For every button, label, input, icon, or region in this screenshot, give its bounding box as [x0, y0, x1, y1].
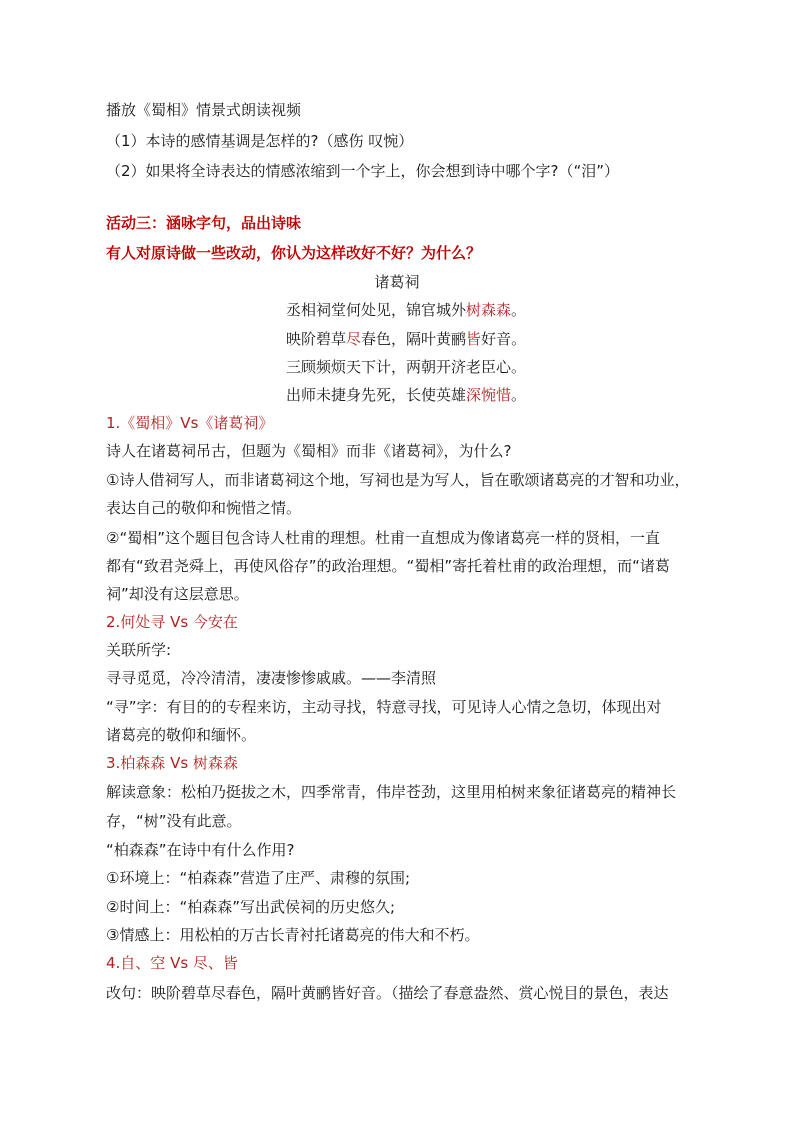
section-2-label: 关联所学:	[106, 641, 172, 659]
poem-line-1-part-a: 丞相祠堂何处见，锦官城外	[286, 301, 467, 319]
section-3-point-2: ②时间上：“柏森森”写出武侯祠的历史悠久;	[106, 898, 396, 916]
section-3-point-3: ③情感上：用松柏的万古长青衬托诸葛亮的伟大和不朽。	[106, 926, 480, 944]
intro-line-2: （1）本诗的感情基调是怎样的?（感伤 叹惋）	[106, 132, 414, 150]
poem-line-2	[286, 329, 526, 349]
poem-line-4-highlight: 深惋惜	[466, 386, 512, 404]
poem-line-4	[286, 385, 526, 405]
section-2-heading: 2.何处寻 Vs 今安在	[106, 613, 238, 631]
section-3-imagery-b: 存，“树”没有此意。	[106, 812, 242, 830]
intro-line-3: （2）如果将全诗表达的情感浓缩到一个字上，你会想到诗中哪个字?（“泪”）	[106, 162, 620, 180]
section-3-imagery-a: 解读意象：松柏乃挺拔之木，四季常青，伟岸苍劲，这里用柏树来象征诸葛亮的精神长	[106, 783, 677, 801]
poem-line-2-part-c: 春色，隔叶黄鹂	[361, 330, 467, 348]
section-4-revision: 改句：映阶碧草尽春色，隔叶黄鹂皆好音。（描绘了春意盎然、赏心悦目的景色，表达	[106, 984, 669, 1002]
activity-title: 活动三：涵咏字句，品出诗味	[106, 214, 302, 232]
poem-line-1-part-c: 。	[511, 301, 527, 319]
poem-line-2-part-e: 好音。	[481, 330, 527, 348]
section-3-point-1: ①环境上：“柏森森”营造了庄严、肃穆的氛围;	[106, 869, 411, 887]
section-1-question: 诗人在诸葛祠吊古，但题为《蜀相》而非《诸葛祠》，为什么?	[106, 442, 512, 460]
poem-line-2-part-a: 映阶碧草	[286, 330, 347, 348]
poem-line-4-part-a: 出师未捷身先死，长使英雄	[286, 386, 467, 404]
section-1-point-1a: ①诗人借祠写人，而非诸葛祠这个地，写祠也是为写人，旨在歌颂诸葛亮的才智和功业，	[106, 471, 690, 489]
section-1-point-2b: 都有“致君尧舜上，再使风俗存”的政治理想。“蜀相”寄托着杜甫的政治理想，而“诸葛	[106, 557, 670, 575]
poem-line-1	[286, 300, 526, 320]
section-2-analysis-a: “寻”字：有目的的专程来访，主动寻找，特意寻找，可见诗人心情之急切，体现出对	[106, 698, 662, 716]
section-1-point-1b: 表达自己的敬仰和惋惜之情。	[106, 499, 302, 517]
section-4-heading: 4.自、空 Vs 尽、皆	[106, 954, 238, 972]
section-3-question: “柏森森”在诗中有什么作用?	[106, 841, 295, 859]
section-1-point-2c: 祠”却没有这层意思。	[106, 585, 249, 603]
poem-line-2-highlight-2: 皆	[466, 330, 482, 348]
poem-line-3: 三顾频烦天下计，两朝开济老臣心。	[286, 358, 527, 376]
section-1-heading: 1.《蜀相》Vs《诸葛祠》	[106, 414, 274, 432]
section-1-point-2a: ②“蜀相”这个题目包含诗人杜甫的理想。杜甫一直想成为像诸葛亮一样的贤相，一直	[106, 529, 660, 547]
activity-question: 有人对原诗做一些改动，你认为这样改好不好？为什么？	[106, 244, 482, 262]
poem-line-2-highlight-1: 尽	[346, 330, 362, 348]
poem-title: 诸葛祠	[374, 273, 420, 291]
poem-line-4-part-c: 。	[511, 386, 527, 404]
section-2-quote: 寻寻觅觅，冷冷清清，凄凄惨惨戚戚。——李清照	[106, 669, 437, 687]
poem-line-1-highlight: 树森森	[466, 301, 512, 319]
section-2-analysis-b: 诸葛亮的敬仰和缅怀。	[106, 726, 257, 744]
section-3-heading: 3.柏森森 Vs 树森森	[106, 754, 238, 772]
intro-line-1: 播放《蜀相》情景式朗读视频	[106, 101, 302, 119]
